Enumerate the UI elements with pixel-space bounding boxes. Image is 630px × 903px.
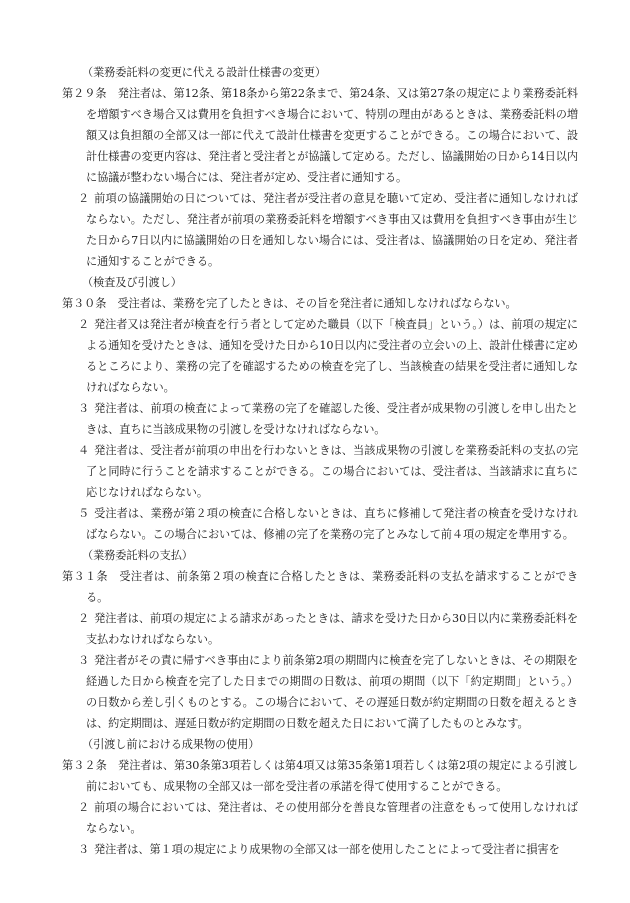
paragraph-text: 発注者は、前項の規定による請求があったときは、請求を受けた日から30日以内に業務委託料を支払わなければならない。 [86,612,578,646]
article-paragraph [62,608,578,650]
article-paragraph [62,503,578,545]
paragraph-number: ３ [78,654,90,667]
paragraph-text: 発注者がその責に帰すべき事由により前条第2項の期間内に検査を完了しないときは、その期限を経過した日から検査を完了した日までの期間の日数は、前項の期間（以下「約定期間」という。）の日数から差し引くものとする。この場合において、その遅延日数が約定期間の日数を超えるときは、約定期間は、遅延日数が約定期間の日数を超えた日において満了したものとみなす。 [86,654,578,730]
paragraph-number: ２ [78,801,90,814]
paragraph-number: ３ [78,843,90,856]
article-heading: （業務委託料の変更に代える設計仕様書の変更） [82,66,326,79]
article-31 [62,545,578,734]
article-32 [62,734,578,860]
article-paragraph [62,650,578,734]
article-main-text: 第３０条 受注者は、業務を完了したときは、その旨を発注者に通知しなければならない。 [62,297,517,310]
paragraph-number: ２ [78,612,90,625]
article-heading: （引渡し前における成果物の使用） [82,738,260,751]
paragraph-number: ２ [78,192,90,205]
article-main-text: 第３１条 受注者は、前条第２項の検査に合格したときは、業務委託料の支払を請求することができる。 [62,570,578,604]
paragraph-text: 発注者又は発注者が検査を行う者として定めた職員（以下「検査員」という。）は、前項の規定による通知を受けたときは、通知を受けた日から10日以内に受注者の立会いの上、設計仕様書に定めるところにより、業務の完了を確認するための検査を完了し、当該検査の結果を受注者に通知しなければならない。 [86,318,578,394]
article-heading: （業務委託料の支払） [82,549,193,562]
article-main-text: 第２９条 発注者は、第12条、第18条から第22条まで、第24条、又は第27条の規定により業務委託料を増額すべき場合又は費用を負担すべき場合において、特別の理由があるときは、業務委託料の増額又は負担額の全部又は一部に代えて設計仕様書を変更することができる。この場合において、設計仕様書の変更内容は、発注者と受注者とが協議して定める。ただし、協議開始の日から14日以内に協議が整わない場合には、発注者が定め、受注者に通知する。 [62,87,578,184]
article-30 [62,272,578,545]
paragraph-number: ３ [78,402,90,415]
article-29 [62,62,578,272]
paragraph-number: ４ [78,444,90,457]
article-paragraph [62,188,578,272]
paragraph-text: 受注者は、業務が第２項の検査に合格しないときは、直ちに修補して発注者の検査を受けなければならない。この場合においては、修補の完了を業務の完了とみなして前４項の規定を準用する。 [86,507,578,541]
article-paragraph [62,440,578,503]
paragraph-text: 発注者は、前項の検査によって業務の完了を確認した後、受注者が成果物の引渡しを申し出たときは、直ちに当該成果物の引渡しを受けなければならない。 [86,402,578,436]
article-heading: （検査及び引渡し） [82,276,182,289]
paragraph-text: 発注者は、第１項の規定により成果物の全部又は一部を使用したことによって受注者に損害を [94,843,560,856]
article-paragraph [62,398,578,440]
article-paragraph [62,314,578,398]
paragraph-number: ５ [78,507,90,520]
article-main-text: 第３２条 発注者は、第30条第3項若しくは第4項又は第35条第1項若しくは第2項の規定による引渡し前においても、成果物の全部又は一部を受注者の承諾を得て使用することができる。 [62,759,578,793]
paragraph-text: 発注者は、受注者が前項の申出を行わないときは、当該成果物の引渡しを業務委託料の支払の完了と同時に行うことを請求することができる。この場合においては、受注者は、当該請求に直ちに応じなければならない。 [86,444,578,499]
article-paragraph [62,839,578,860]
paragraph-text: 前項の協議開始の日については、発注者が受注者の意見を聴いて定め、受注者に通知しなければならない。ただし、発注者が前項の業務委託料を増額すべき事由又は費用を負担すべき事由が生じた日から7日以内に協議開始の日を通知しない場合には、受注者は、協議開始の日を定め、発注者に通知することができる。 [86,192,578,268]
paragraph-number: ２ [78,318,90,331]
article-paragraph [62,797,578,839]
paragraph-text: 前項の場合においては、発注者は、その使用部分を善良な管理者の注意をもって使用しなければならない。 [86,801,578,835]
